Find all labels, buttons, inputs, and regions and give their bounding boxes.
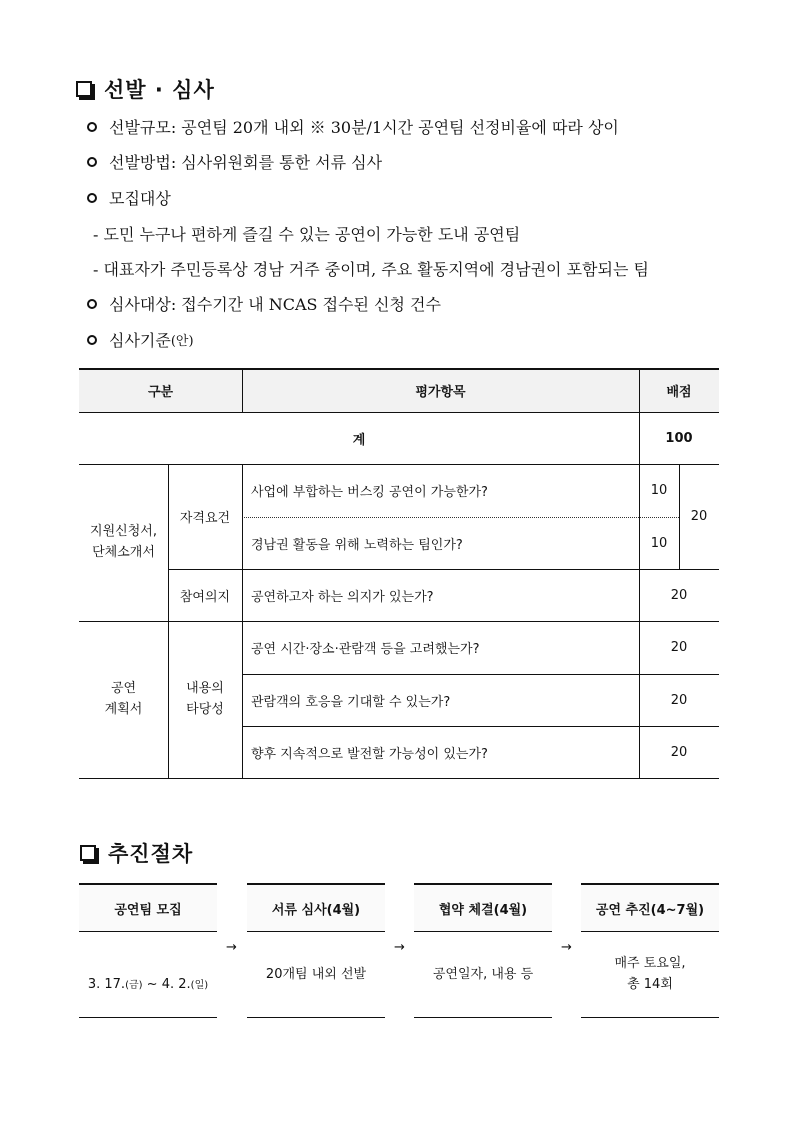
bullet-text: 모집대상 — [109, 189, 171, 208]
step-body — [79, 935, 217, 1015]
step-title: 협약 체결(4월) — [414, 885, 552, 931]
bullet-text: 선발규모: 공연팀 20개 내외 ※ 30분/1시간 공연팀 선정비율에 따라 상이 — [109, 118, 619, 137]
arrow-icon: → — [561, 940, 572, 955]
circle-bullet-icon — [87, 335, 97, 345]
header-item: 평가항목 — [415, 384, 466, 400]
criteria-item: 경남권 활동을 위해 노력하는 팀인가? — [251, 537, 463, 553]
circle-bullet-icon — [87, 193, 97, 203]
section-title: 선발 · 심사 — [104, 78, 215, 102]
period-start-day: (금) — [125, 980, 143, 991]
bullet-suffix: (안) — [170, 334, 194, 349]
total-score: 100 — [665, 430, 693, 446]
criteria-score: 10 — [650, 483, 668, 498]
period-end-day: (일) — [190, 980, 209, 991]
sub-willingness: 참여의지 — [179, 589, 231, 605]
section-title: 추진절차 — [108, 842, 194, 866]
target-item: - 대표자가 주민등록상 경남 거주 중이며, 주요 활동지역에 경남권이 포함되는 팀 — [93, 260, 649, 279]
sub-validity: 내용의 타당성 — [186, 681, 224, 717]
criteria-score: 20 — [670, 640, 688, 655]
circle-bullet-icon — [87, 157, 97, 167]
header-score: 배점 — [666, 384, 692, 400]
circle-bullet-icon — [87, 299, 97, 309]
criteria-score: 20 — [670, 744, 688, 760]
section-heading-process — [80, 838, 193, 868]
checkbox-square-icon — [76, 81, 92, 97]
criteria-item: 관람객의 호응을 기대할 수 있는가? — [251, 694, 451, 710]
criteria-score: 20 — [670, 587, 688, 603]
process-step-recruit — [79, 883, 217, 1018]
circle-bullet-icon — [87, 122, 97, 132]
process-step-perform — [581, 883, 719, 1018]
bullet-scale — [87, 115, 619, 138]
criteria-table — [79, 368, 719, 779]
step-body: 매주 토요일, 총 14회 — [614, 956, 686, 992]
subtotal-score: 20 — [690, 509, 708, 524]
period-end: 4. 2. — [161, 977, 191, 992]
bullet-text: 선발방법: 심사위원회를 통한 서류 심사 — [109, 153, 383, 172]
bullet-method — [87, 150, 382, 173]
header-category: 구분 — [147, 384, 174, 400]
group-performance-plan: 공연 계획서 — [104, 681, 143, 717]
step-title: 공연 추진(4~7월) — [581, 885, 719, 931]
period-start: 3. 17. — [87, 977, 126, 992]
bullet-text: 심사대상: 접수기간 내 NCAS 접수된 신청 건수 — [109, 295, 441, 314]
process-step-contract — [414, 883, 552, 1018]
sub-qualification: 자격요건 — [179, 511, 231, 526]
step-title: 공연팀 모집 — [79, 885, 217, 931]
criteria-score: 10 — [650, 535, 668, 551]
criteria-item: 향후 지속적으로 발전할 가능성이 있는가? — [251, 746, 488, 762]
step-body: 공연일자, 내용 등 — [432, 966, 534, 982]
period-sep: ~ — [142, 977, 162, 992]
bullet-review-target — [87, 292, 441, 315]
criteria-item: 공연하고자 하는 의지가 있는가? — [251, 589, 434, 605]
section-heading-selection — [76, 74, 215, 104]
step-body: 20개팀 내외 선발 — [265, 966, 367, 982]
arrow-icon: → — [226, 940, 237, 955]
step-title: 서류 심사(4월) — [247, 885, 385, 931]
criteria-item: 공연 시간·장소·관람객 등을 고려했는가? — [251, 642, 480, 657]
total-label: 계 — [352, 432, 366, 448]
criteria-item: 사업에 부합하는 버스킹 공연이 가능한가? — [251, 485, 488, 500]
group-application-docs: 지원신청서, 단체소개서 — [90, 524, 157, 560]
bullet-text: 심사기준 — [109, 331, 171, 350]
target-item: - 도민 누구나 편하게 즐길 수 있는 공연이 가능한 도내 공연팀 — [93, 225, 521, 244]
bullet-target — [87, 186, 171, 209]
process-step-review — [247, 883, 385, 1018]
table-rule — [79, 778, 719, 779]
arrow-icon: → — [394, 940, 405, 955]
bullet-criteria — [87, 328, 194, 351]
checkbox-square-icon — [80, 845, 96, 861]
criteria-score: 20 — [670, 692, 688, 708]
